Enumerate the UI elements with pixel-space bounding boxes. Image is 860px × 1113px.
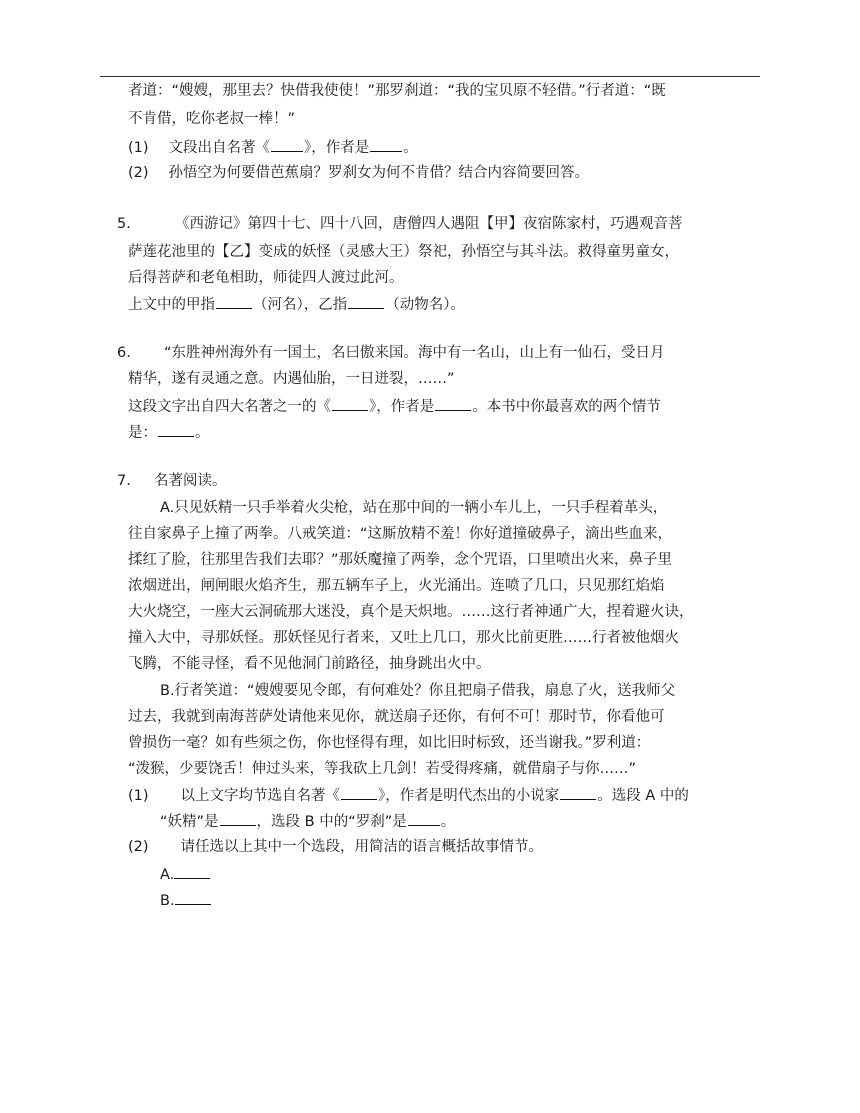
- q5-line1: 《西游记》第四十七、四十八回，唐僧四人遇阻【甲】夜宿陈家村，巧遇观音菩: [175, 216, 683, 232]
- q6-question-line2: [128, 422, 210, 443]
- q7-subquestion-1-line2: [160, 811, 455, 832]
- q4-sub1-text-a: 文段出自名著《: [168, 140, 271, 156]
- q4-passage-line1: 者道：“嫂嫂，那里去？快借我使使！”那罗刹道：“我的宝贝原不轻借。”行者道：“既: [128, 83, 666, 99]
- q6-ask-e: 。: [195, 425, 210, 441]
- q7-answer-b-blank[interactable]: [175, 890, 211, 905]
- q4-author-blank[interactable]: [370, 137, 402, 152]
- q7-passage-a-line4: 浓烟迸出，闸闸眼火焰齐生，那五辆车子上，火光涌出。连喷了几口，只见那红焰焰: [128, 578, 665, 594]
- q7-subquestion-1-line1: [128, 785, 689, 806]
- q7-answer-b-label: B.: [160, 893, 175, 909]
- q7-answer-a-blank[interactable]: [174, 864, 210, 879]
- q4-sub2-text: 孙悟空为何要借芭蕉扇？罗刹女为何不肯借？结合内容简要回答。: [168, 165, 590, 181]
- q5-question: [128, 294, 465, 315]
- q7-passage-b-line3: 曾损伤一毫？如有些须之伤，你也怪得有理，如比旧时标致，还当谢我。”罗利道：: [128, 735, 651, 751]
- q7-title: 名著阅读。: [154, 473, 227, 489]
- q7-author-blank[interactable]: [560, 785, 596, 800]
- q7-demon-blank[interactable]: [220, 811, 256, 826]
- q5-ask-c: （动物名）。: [385, 297, 465, 313]
- q7-passage-b-line2: 过去，我就到南海菩萨处请他来见你，就送扇子还你，有何不可！那时节，你看他可: [128, 709, 665, 725]
- q5-ask-b: （河名），乙指: [253, 297, 348, 313]
- q7-answer-a-label: A.: [160, 867, 175, 883]
- q7-sub1-text-c: 。选段 A 中的: [597, 788, 689, 804]
- q7-number: 7.: [117, 473, 131, 489]
- q5-number: 5.: [117, 216, 131, 232]
- q5-line3: 后得菩萨和老龟相助，师徒四人渡过此河。: [128, 270, 404, 286]
- q4-subquestion-2: [128, 163, 589, 183]
- q5-line2: 萨莲花池里的【乙】变成的妖怪（灵感大王）祭祀，孙悟空与其斗法。救得童男童女，: [128, 244, 679, 260]
- q6-author-blank[interactable]: [435, 396, 471, 411]
- q5-ask-a: 上文中的甲指: [128, 297, 215, 313]
- q6-plot-blank[interactable]: [158, 422, 194, 437]
- q7-passage-a-line1: A.只见妖精一只手举着火尖枪，站在那中间的一辆小车儿上，一只手程着革头，: [160, 500, 668, 516]
- q4-sub1-text-c: 。: [403, 140, 418, 156]
- q6-line2: 精华，遂有灵通之意。内遇仙胎，一日迸裂，……”: [128, 371, 455, 387]
- q6-line1: “东胜神州海外有一国土，名曰傲来国。海中有一名山，山上有一仙石，受日月: [164, 345, 665, 361]
- q4-sub1-number: (1): [128, 140, 149, 156]
- q7-answer-a: [160, 864, 210, 885]
- q6-ask-a: 这段文字出自四大名著之一的《: [128, 399, 331, 415]
- q4-sub1-text-b: 》，作者是: [304, 140, 370, 156]
- q7-passage-a-line2: 往自家鼻子上撞了两拳。八戒笑道：“这厮放精不羞！你好道撞破鼻子，滴出些血来，: [128, 526, 673, 542]
- q6-ask-c: 。本书中你最喜欢的两个情节: [472, 399, 661, 415]
- q7-subquestion-2: [128, 837, 543, 857]
- q7-book-blank[interactable]: [341, 785, 377, 800]
- q7-passage-b-line4: “泼猴，少要饶舌！伸过头来，等我砍上几剑！若受得疼痛，就借扇子与你……”: [128, 761, 637, 777]
- q7-passage-a-line7: 飞腾，不能寻怪，看不见他洞门前路径，抽身跳出火中。: [128, 656, 491, 672]
- q6-ask-d: 是：: [128, 425, 157, 441]
- q5-animal-blank[interactable]: [348, 294, 384, 309]
- q7-rakshasa-blank[interactable]: [408, 811, 440, 826]
- q7-answer-b: [160, 890, 211, 911]
- q7-sub2-text: 请任选以上其中一个选段，用简洁的语言概括故事情节。: [180, 839, 544, 855]
- q5-river-blank[interactable]: [216, 294, 252, 309]
- q7-sub1-text-e: ，选段 B 中的“罗刹”是: [256, 814, 407, 830]
- q4-subquestion-1: [128, 137, 418, 158]
- q6-ask-b: 》，作者是: [369, 399, 435, 415]
- q7-sub1-text-a: 以上文字均节选自名著《: [180, 788, 341, 804]
- q7-passage-b-line1: B.行者笑道：“嫂嫂要见令郎，有何难处？你且把扇子借我，扇息了火，送我师父: [160, 683, 676, 699]
- q7-sub1-number: (1): [128, 788, 149, 804]
- q7-passage-a-line3: 揉红了脸，往那里告我们去耶？”那妖魔撞了两拳，念个咒语，口里喷出火来，鼻子里: [128, 552, 673, 568]
- q4-book-blank[interactable]: [271, 137, 303, 152]
- q4-passage-line2: 不肯借，吃你老叔一棒！”: [128, 111, 296, 127]
- q7-sub1-text-b: 》，作者是明代杰出的小说家: [378, 788, 560, 804]
- q7-sub2-number: (2): [128, 839, 149, 855]
- q4-sub2-number: (2): [128, 165, 149, 181]
- q7-sub1-text-f: 。: [440, 814, 456, 830]
- q6-book-blank[interactable]: [332, 396, 368, 411]
- q7-passage-a-line5: 大火烧空，一座大云洞硫那大迷没，真个是天炽地。……这行者神通广大，捏着避火诀，: [128, 604, 694, 620]
- q6-question-line1: [128, 396, 661, 417]
- q6-number: 6.: [117, 345, 131, 361]
- q7-passage-a-line6: 撞入大中，寻那妖怪。那妖怪见行者来，又吐上几口，那火比前更胜……行者被他烟火: [128, 630, 679, 646]
- q7-sub1-text-d: “妖精”是: [160, 814, 219, 830]
